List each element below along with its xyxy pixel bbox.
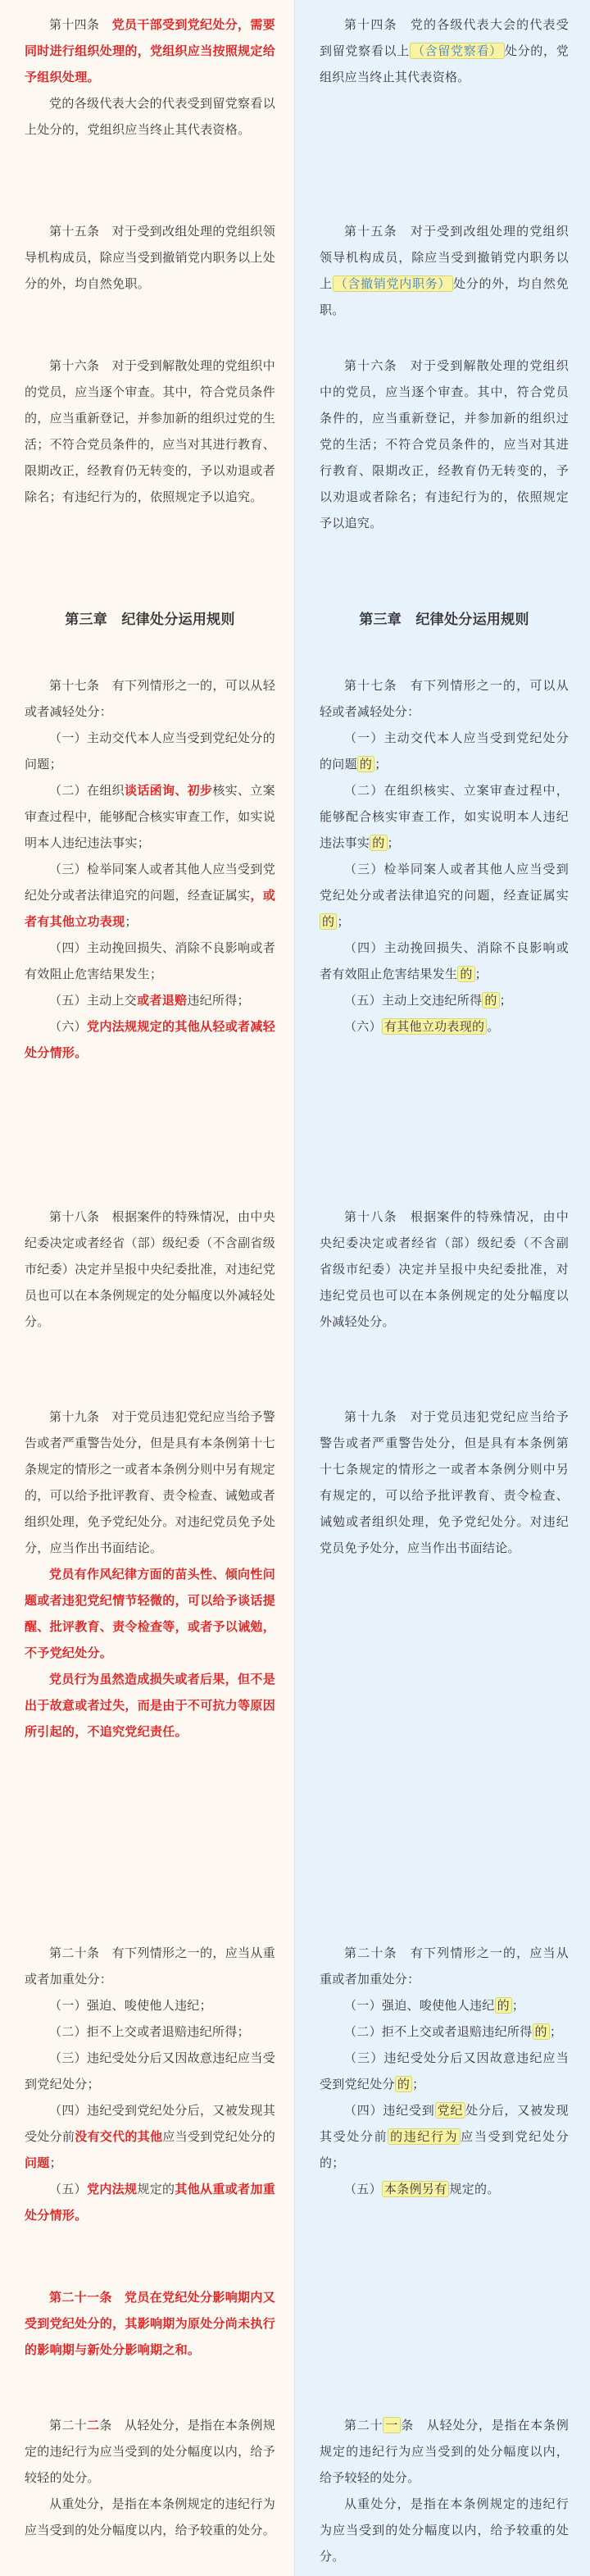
right-article-21: 第二十 一 条 从轻处分，是指在本条例规定的违纪行为应当受到的处分幅度以内，给予较轻的处分。 从重处分，是指在本条例规定的违纪行为应当受到的处分幅度以内，给予较重的处分。 (320, 2412, 569, 2569)
right-article-21-p2: 从重处分，是指在本条例规定的违纪行为应当受到的处分幅度以内，给予较重的处分。 (320, 2496, 569, 2564)
left-article-20-item-1: （一）强迫、唆使他人违纪； (49, 1998, 212, 2013)
left-article-20: 第二十条 有下列情形之一的，应当从重或者加重处分： （一）强迫、唆使他人违纪； （二）拒不上交或者退赔违纪所得； （三）违纪受处分后又因故意违纪应当受到党纪处分； （四）违纪受到党纪处分后，又被发现其受处分前没有交代的其他应当受到党纪处分的问题； （五）党内法规规定的其他从重或者加重处分情形。 (25, 1940, 275, 2228)
right-article-20-item-4: （四）违纪受到 党纪 处分后，又被发现其受处分前 的违纪行为 应当受到党纪处分的； (320, 2103, 569, 2170)
right-article-17-item-6: （六） 有其他立功表现的 。 (344, 1019, 500, 1034)
left-article-16: 第十六条 对于受到解散处理的党组织中的党员，应当逐个审查。其中，符合党员条件的，应当重新登记，并参加新的组织过党的生活；不符合党员条件的，应当对其进行教育、限期改正，经教育仍无转变的，予以劝退或者除名；有违纪行为的，依照规定予以追究。 (25, 358, 276, 504)
right-article-17-item-1: （一）主动交代本人应当受到党纪处分的问题 的 ； (320, 730, 569, 771)
left-article-17-item-5: （五）主动上交或者退赔违纪所得； (49, 993, 250, 1008)
left-article-20-item-3: （三）违纪受处分后又因故意违纪应当受到党纪处分； (25, 2050, 275, 2091)
right-article-19: 第十九条 对于党员违犯党纪应当给予警告或者严重警告处分，但是具有本条例第十七条规定的情形之一或者本条例分则中另有规定的，可以给予批评教育、责令检查、诫勉或者组织处理，免予党纪处分。对违纪党员免予处分，应当作出书面结论。 (320, 1409, 569, 1555)
right-article-18: 第十八条 根据案件的特殊情况，由中央纪委决定或者经省（部）级纪委（不含副省级市纪委）决定并呈报中央纪委批准，对违纪党员也可以在本条例规定的处分幅度以外减轻处分。 (320, 1209, 569, 1329)
left-article-17: 第十七条 有下列情形之一的，可以从轻或者减轻处分： （一）主动交代本人应当受到党纪处分的问题； （二）在组织谈话函询、初步核实、立案审查过程中，能够配合核实审查工作，如实说明本人违纪违法事实； （三）检举同案人或者其他人应当受到党纪处分或者法律追究的问题，经查证属实，或者有其他立功表现； （四）主动挽回损失、消除不良影响或者有效阻止危害结果发生； （五）主动上交或者退赔违纪所得； （六）党内法规规定的其他从轻或者减轻处分情形。 (25, 672, 275, 1066)
left-article-20-item-2: （二）拒不上交或者退赔违纪所得； (49, 2024, 250, 2039)
right-article-15: 第十五条 对于受到改组处理的党组织领导机构成员，除应当受到撤销党内职务以上 （含撤销党内职务） 处分的外，均自然免职。 (320, 224, 569, 317)
right-article-16: 第十六条 对于受到解散处理的党组织中的党员，应当逐个审查。其中，符合党员条件的，应当重新登记，并参加新的组织过党的生活；不符合党员条件的，应当对其进行教育、限期改正，经教育仍无转变的，予以劝退或者除名；有违纪行为的，依照规定予以追究。 (320, 358, 569, 530)
left-article-22-p2: 从重处分，是指在本条例规定的违纪行为应当受到的处分幅度以内，给予较重的处分。 (25, 2496, 276, 2537)
right-article-20-item-2: （二）拒不上交或者退赔违纪所得 的 ； (344, 2024, 563, 2039)
left-article-15: 第十五条 对于受到改组处理的党组织领导机构成员，除应当受到撤销党内职务以上处分的外，均自然免职。 (25, 224, 276, 291)
left-article-17-item-2: （二）在组织谈话函询、初步核实、立案审查过程中，能够配合核实审查工作，如实说明本人违纪违法事实； (25, 783, 276, 850)
right-column-old-text (295, 0, 590, 2576)
right-chapter-3-heading: 第三章 纪律处分运用规则 (359, 612, 529, 628)
left-article-20-item-4: （四）违纪受到党纪处分后，又被发现其受处分前没有交代的其他应当受到党纪处分的问题； (25, 2103, 276, 2170)
right-article-20-item-1: （一）强迫、唆使他人违纪 的 ； (344, 1998, 525, 2013)
left-article-17-item-1: （一）主动交代本人应当受到党纪处分的问题； (25, 730, 275, 771)
left-article-21: 第二十一条 党员在党纪处分影响期内又受到党纪处分的，其影响期为原处分尚未执行的影响期与新处分影响期之和。 (25, 2290, 276, 2357)
right-article-17-item-2: （二）在组织核实、立案审查过程中，能够配合核实审查工作，如实说明本人违纪违法事实 的 ； (320, 783, 569, 850)
left-article-20-item-5: （五）党内法规规定的其他从重或者加重处分情形。 (25, 2182, 276, 2223)
right-article-20: 第二十条 有下列情形之一的，应当从重或者加重处分： （一）强迫、唆使他人违纪 的 ； （二）拒不上交或者退赔违纪所得 的 ； （三）违纪受处分后又因故意违纪应当受到党纪处分 的 ； （四）违纪受到 党纪 处分后，又被发现其受处分前 的违纪行为 应当受到党纪处分的； （五） 本条例另有 规定的。 (320, 1940, 569, 2202)
left-article-19-new-p2: 党员有作风纪律方面的苗头性、倾向性问题或者违犯党纪情节轻微的，可以给予谈话提醒、批评教育、责令检查等，或者予以诫勉，不予党纪处分。 (25, 1567, 276, 1660)
left-article-19: 第十九条 对于党员违犯党纪应当给予警告或者严重警告处分，但是具有本条例第十七条规定的情形之一或者本条例分则中另有规定的，可以给予批评教育、责令检查、诫勉或者组织处理，免予党纪处分。对违纪党员免予处分，应当作出书面结论。 党员有作风纪律方面的苗头性、倾向性问题或者违犯党纪情节轻微的，可以给予谈话提醒、批评教育、责令检查等，或者予以诫勉，不予党纪处分。 党员行为虽然造成损失或者后果，但不是出于故意或者过失，而是由于不可抗力等原因所引起的，不追究党纪责任。 (25, 1404, 275, 1745)
left-article-14-p2: 党的各级代表大会的代表受到留党察看以上处分的，党组织应当终止其代表资格。 (25, 96, 275, 137)
left-chapter-3-heading: 第三章 纪律处分运用规则 (65, 612, 235, 628)
left-article-17-item-6: （六）党内法规规定的其他从轻或者减轻处分情形。 (25, 1019, 275, 1060)
right-article-17-item-5: （五）主动上交违纪所得 的 ； (344, 993, 512, 1008)
left-article-22: 第二十二条 从轻处分，是指在本条例规定的违纪行为应当受到的处分幅度以内，给予较轻的处分。 从重处分，是指在本条例规定的违纪行为应当受到的处分幅度以内，给予较重的处分。 (25, 2412, 275, 2543)
left-article-14: 第十四条 党员干部受到党纪处分，需要同时进行组织处理的，党组织应当按照规定给予组织处理。 党的各级代表大会的代表受到留党察看以上处分的，党组织应当终止其代表资格。 (25, 11, 275, 143)
right-article-14: 第十四条 党的各级代表大会的代表受到留党察看以上 （含留党察看） 处分的，党组织应当终止其代表资格。 (320, 17, 569, 84)
right-article-17-item-4: （四）主动挽回损失、消除不良影响或者有效阻止危害结果发生 的 ； (320, 940, 569, 981)
right-article-17-item-3: （三）检举同案人或者其他人应当受到党纪处分或者法律追究的问题，经查证属实的 ； (320, 862, 569, 929)
left-article-19-new-p3: 党员行为虽然造成损失或者后果，但不是出于故意或者过失，而是由于不可抗力等原因所引起的，不追究党纪责任。 (25, 1672, 276, 1739)
right-article-17: 第十七条 有下列情形之一的，可以从轻或者减轻处分： （一）主动交代本人应当受到党纪处分的问题 的 ； （二）在组织核实、立案审查过程中，能够配合核实审查工作，如实说明本人违纪违法事实 的 ； （三）检举同案人或者其他人应当受到党纪处分或者法律追究的问题，经查证属实的 ； （四）主动挽回损失、消除不良影响或者有效阻止危害结果发生 的 ； （五）主动上交违纪所得 的 ； （六） 有其他立功表现的 。 (320, 672, 569, 1040)
left-article-17-item-4: （四）主动挽回损失、消除不良影响或者有效阻止危害结果发生； (25, 940, 275, 981)
left-article-18: 第十八条 根据案件的特殊情况，由中央纪委决定或者经省（部）级纪委（不含副省级市纪委）决定并呈报中央纪委批准，对违纪党员也可以在本条例规定的处分幅度以外减轻处分。 (25, 1209, 276, 1329)
left-article-17-item-3: （三）检举同案人或者其他人应当受到党纪处分或者法律追究的问题，经查证属实，或者有其他立功表现； (25, 862, 276, 929)
right-article-20-item-5: （五） 本条例另有 规定的。 (344, 2182, 500, 2196)
right-article-20-item-3: （三）违纪受处分后又因故意违纪应当受到党纪处分 的 ； (320, 2050, 569, 2091)
